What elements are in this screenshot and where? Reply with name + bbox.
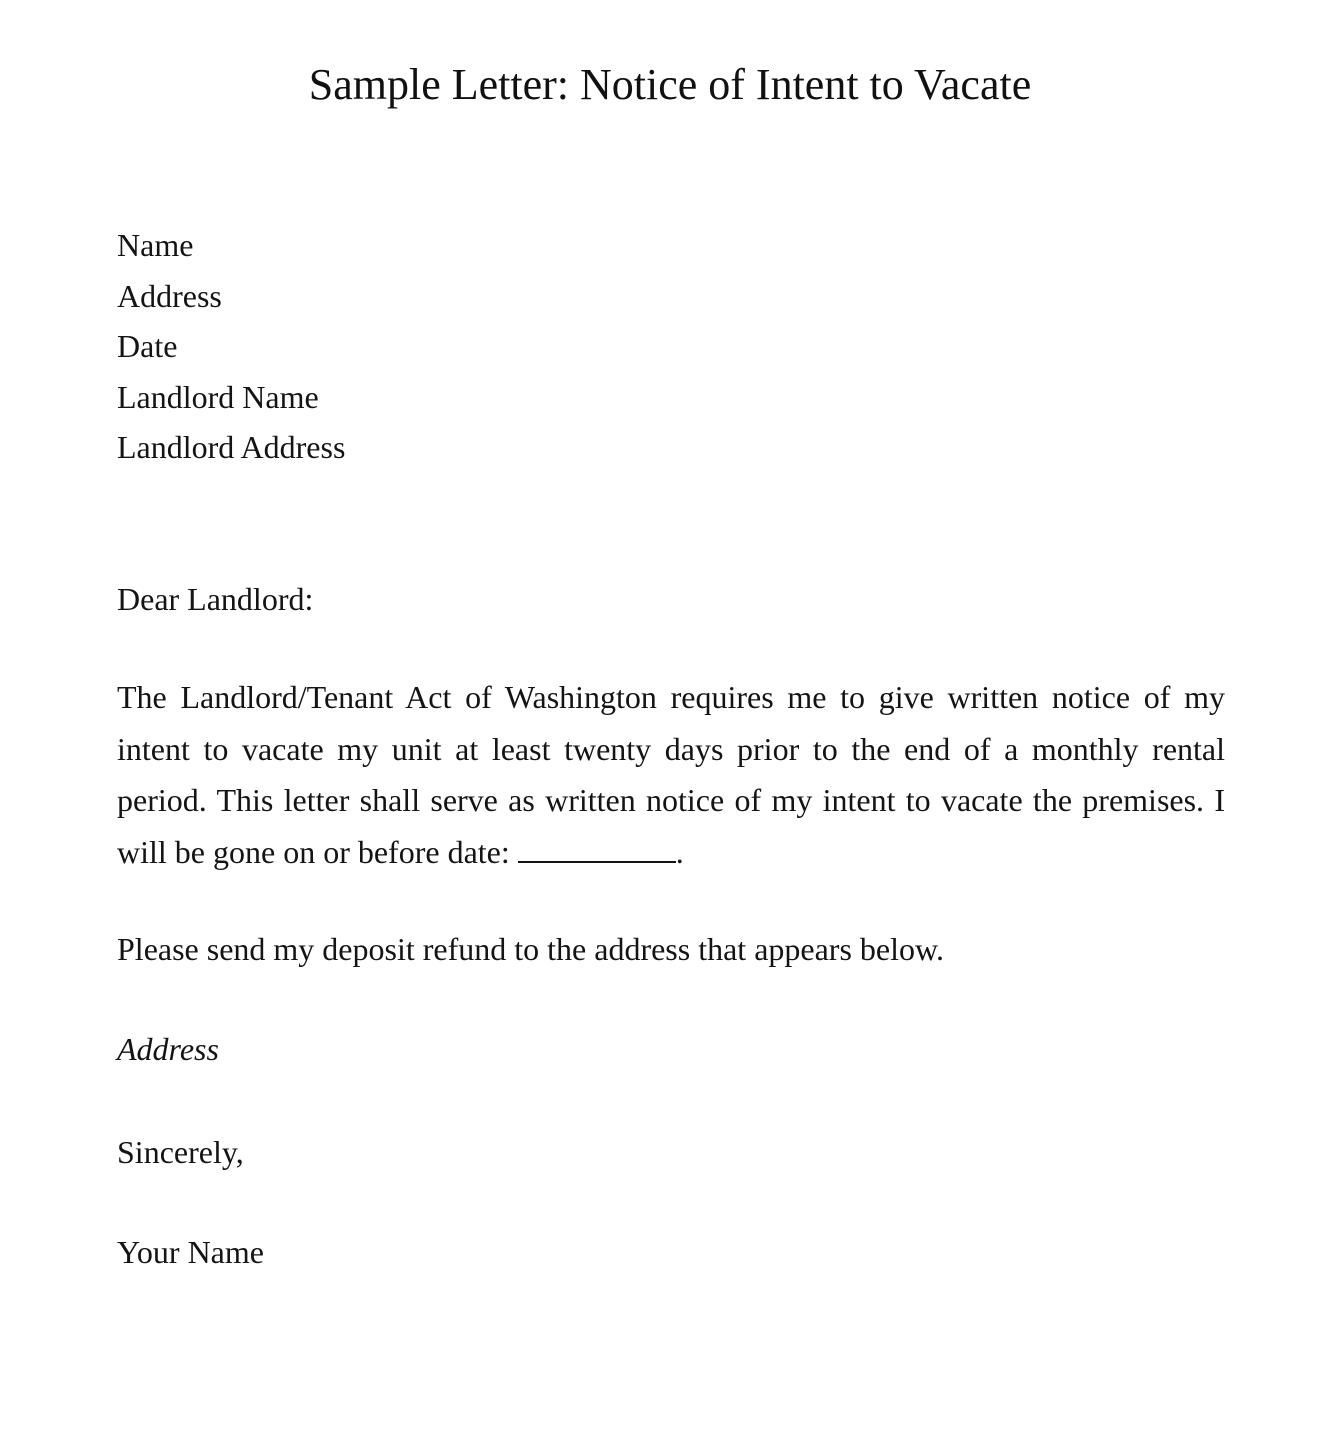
closing: Sincerely, xyxy=(117,1134,244,1170)
forwarding-address-placeholder: Address xyxy=(117,1031,219,1067)
salutation: Dear Landlord: xyxy=(117,581,314,617)
date-line: Date xyxy=(117,328,178,364)
landlord-address-line: Landlord Address xyxy=(117,429,346,465)
landlord-name-line: Landlord Name xyxy=(117,378,319,415)
body-end-punctuation: . xyxy=(675,833,684,870)
signature-name: Your Name xyxy=(117,1234,264,1270)
body-paragraph xyxy=(117,672,1225,878)
sender-recipient-block xyxy=(117,220,345,473)
sender-name-line: Name xyxy=(117,227,194,263)
date-blank-line xyxy=(518,835,676,863)
body-text: The Landlord/Tenant Act of Washington requires me to give written notice of my intent to vacate my unit at least twenty days prior to the end of a monthly rental period. This letter shall serve as written notice of my intent to vacate the premises. I will be gone on or before date: xyxy=(117,679,1225,870)
refund-request: Please send my deposit refund to the address that appears below. xyxy=(117,931,945,967)
sender-address-line: Address xyxy=(117,277,222,314)
letter-title: Sample Letter: Notice of Intent to Vacate xyxy=(308,60,1032,109)
